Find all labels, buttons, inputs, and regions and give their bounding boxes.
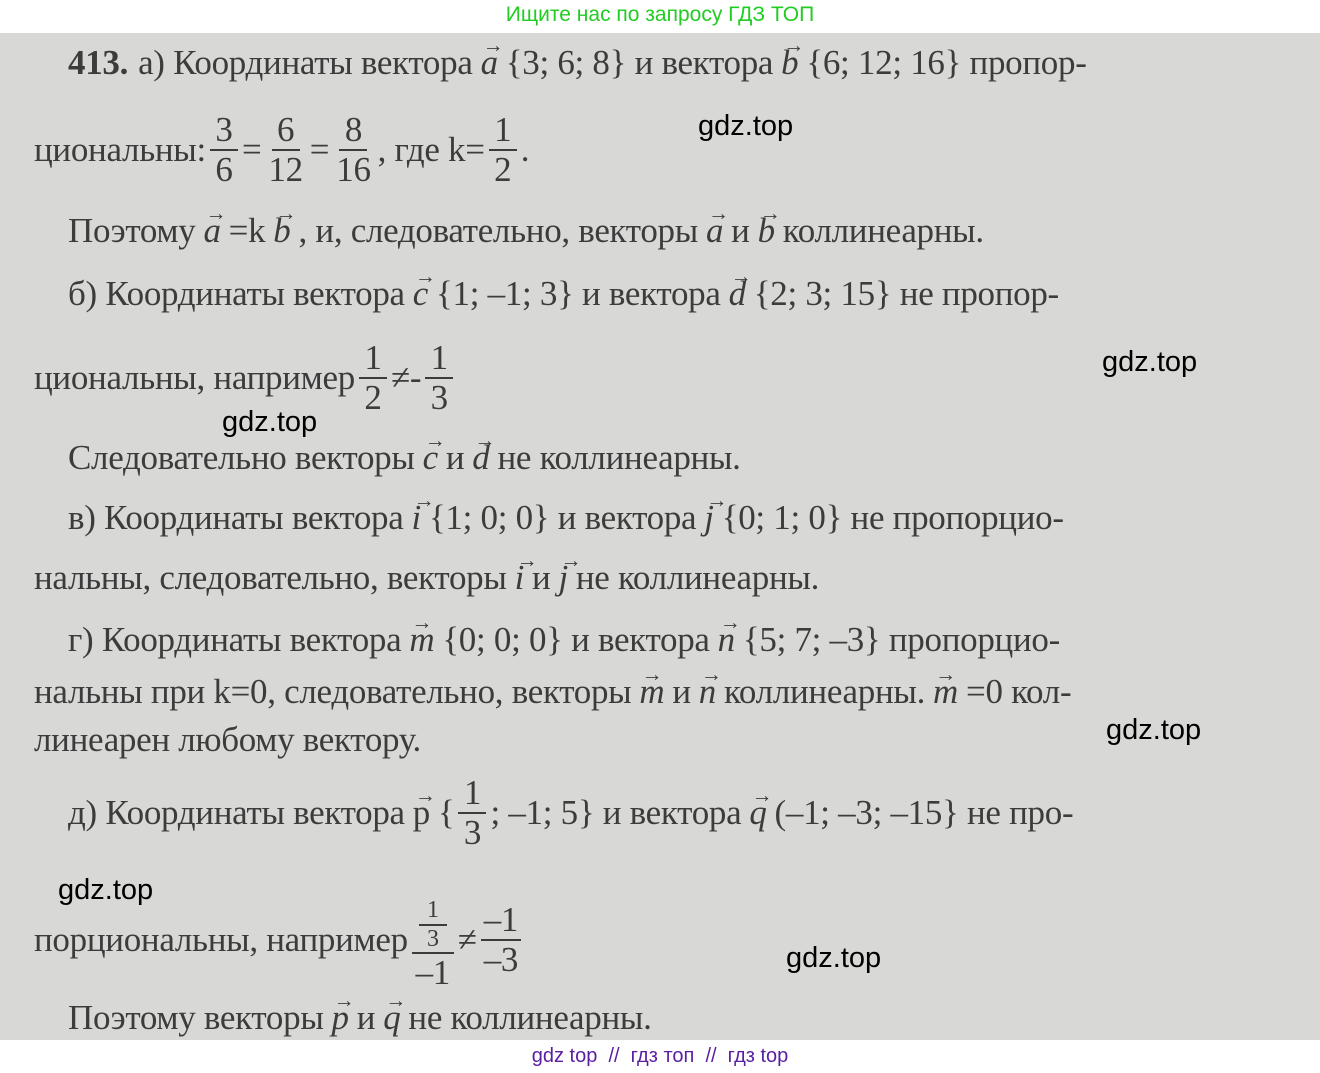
text: {2; 3; 15} не пропор- [753,274,1059,313]
text: нальны при k=0, следовательно, векторы [34,672,632,711]
text: {0; 1; 0} не пропорцио- [721,498,1064,537]
numerator: 1 [359,339,387,380]
numerator: 1 [425,339,453,380]
vector-b: → b [781,43,798,83]
part-b-line-2 [34,337,457,417]
not-equal: ≠- [390,358,422,397]
watermark: gdz.top [58,874,154,906]
text: и [672,672,691,711]
nested-fraction [419,897,447,952]
fraction [265,111,305,190]
watermark: gdz.top [1102,346,1198,378]
part-c-line-1 [68,498,1064,538]
text: =0 кол- [966,672,1072,711]
vector-p: → p [413,793,430,833]
text: циональны: [34,130,206,169]
part-e-line-2 [34,895,525,993]
part-d-line-1 [68,620,1060,660]
denominator: –1 [415,953,450,993]
vector-i: → i [412,498,421,538]
vector-j: → j [704,498,713,538]
denominator: 16 [336,150,371,189]
vector-a: → a [481,43,498,83]
vector-a: → a [706,211,723,251]
numerator: –1 [481,901,521,942]
text: и [731,211,750,250]
vector-c: → c [423,438,438,478]
numerator: 1 [419,897,447,925]
fraction [412,887,454,992]
text: ; –1; 5} и вектора [490,793,742,832]
part-d-line-3 [34,720,421,760]
part-d-line-2 [34,672,1071,712]
numerator: 1 [489,111,517,152]
text: коллинеарны. [782,211,984,250]
vector-a: → a [203,211,220,251]
fraction [210,111,238,190]
text: {6; 12; 16} пропор- [806,43,1087,82]
text: {1; –1; 3} и вектора [436,274,721,313]
top-banner[interactable]: Ищите нас по запросу ГДЗ ТОП [505,3,815,26]
watermark: gdz.top [698,110,794,142]
vector-d: → d [472,438,489,478]
denominator: 12 [268,150,303,189]
fraction [359,339,387,418]
problem-number: 413. [68,43,129,82]
equals: = [241,130,262,169]
scanned-page [0,33,1320,1040]
fraction [458,774,486,853]
vector-c: → c [413,274,428,314]
numerator: 6 [272,111,300,152]
vector-b: → b [273,211,290,251]
denominator: –3 [483,940,519,979]
part-c-line-2 [34,558,819,598]
vector-m: → m [639,672,664,712]
text: Поэтому векторы [68,998,324,1037]
part-a-line-3 [68,211,984,251]
numerator: 1 [458,774,486,815]
text: не коллинеарны. [408,998,652,1037]
text: линеарен любому вектору. [34,720,421,759]
numerator: 8 [339,111,367,152]
denominator: 2 [364,378,382,417]
text: а) Координаты вектора [138,43,473,82]
text: и [445,438,465,477]
watermark: gdz.top [222,406,318,438]
text: Следовательно векторы [68,438,415,477]
text: Поэтому [68,211,196,250]
text: { [437,793,455,832]
text: в) Координаты вектора [68,498,404,537]
text: коллинеарны. [723,672,926,711]
part-e-line-1 [68,772,1074,852]
text: и [532,558,551,597]
text: б) Координаты вектора [68,274,405,313]
fraction [425,339,453,418]
text: порциональны, например [34,920,408,959]
text: не коллинеарны. [497,438,741,477]
bottom-banner[interactable]: gdz top // гдз топ // гдз top [531,1045,789,1067]
text: д) Координаты вектора [68,793,405,832]
denominator: 3 [430,378,448,417]
vector-n: → n [718,620,735,660]
vector-m: → m [409,620,434,660]
vector-i: → i [515,558,524,598]
vector-b: → b [758,211,775,251]
vector-m: → m [933,672,958,712]
text: {1; 0; 0} и вектора [428,498,697,537]
vector-j: → j [558,558,567,598]
numerator [412,887,454,954]
vector-q: → q [383,998,400,1038]
fraction [489,111,517,190]
text: не коллинеарны. [575,558,820,597]
text: {0; 0; 0} и вектора [442,620,710,659]
part-a-line-1 [68,43,1087,83]
text: {5; 7; –3} пропорцио- [742,620,1060,659]
equals: = [309,130,330,169]
denominator: 3 [426,925,439,952]
watermark: gdz.top [1106,714,1202,746]
vector-q: → q [749,793,766,833]
part-b-line-3 [68,438,741,478]
text: . [520,130,530,169]
text: =k [228,211,266,250]
vector-n: → n [699,672,716,712]
fraction [481,901,521,980]
vector-p: → p [332,998,349,1038]
text: , и, следовательно, векторы [298,211,698,250]
text: нальны, следовательно, векторы [34,558,507,597]
text: циональны, например [34,358,355,397]
text: и [356,998,376,1037]
vector-d: → d [729,274,746,314]
numerator: 3 [210,111,238,152]
text: , где k= [377,130,485,169]
fraction [333,111,373,190]
denominator: 2 [494,150,512,189]
text: {3; 6; 8} и вектора [505,43,774,82]
denominator: 3 [463,813,482,852]
not-equal: ≠ [457,920,477,959]
watermark: gdz.top [786,942,882,974]
text: (–1; –3; –15} не про- [774,793,1074,832]
part-e-line-3 [68,998,652,1038]
denominator: 6 [215,150,233,189]
part-a-line-2 [34,109,530,189]
text: г) Координаты вектора [68,620,402,659]
part-b-line-1 [68,274,1059,314]
